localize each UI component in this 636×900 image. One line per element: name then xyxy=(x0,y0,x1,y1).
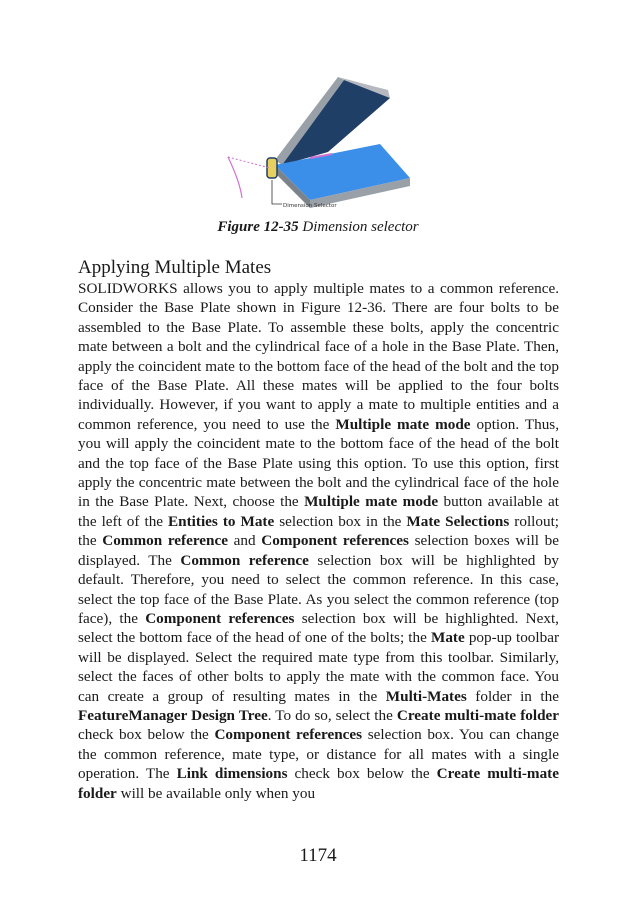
body-text: rollout; the xyxy=(78,512,560,550)
body-bold: Component references xyxy=(214,726,363,744)
body-bold: Multiple mate mode xyxy=(335,415,471,433)
caption-number: Figure 12-35 xyxy=(217,219,299,235)
body-text: selection box in the xyxy=(274,512,407,530)
body-bold: Create multi-mate folder xyxy=(78,765,559,802)
body-text: . To do so, select the xyxy=(267,706,397,724)
body-bold: Component references xyxy=(261,532,409,550)
body-bold: Link dimensions xyxy=(176,765,288,783)
body-bold: Mate xyxy=(430,629,465,647)
page-number: 1174 xyxy=(299,845,337,866)
dimension-selector-illustration xyxy=(220,62,420,217)
caption-title: Dimension selector xyxy=(302,219,419,235)
selector-dashed-line xyxy=(228,157,270,168)
body-bold: FeatureManager Design Tree xyxy=(78,706,268,724)
body-bold: Multiple mate mode xyxy=(304,493,439,511)
body-text: button available at the left of the xyxy=(78,493,559,530)
body-text: and xyxy=(227,532,262,550)
body-text: folder in the xyxy=(466,687,559,705)
body-bold: Entities to Mate xyxy=(168,512,275,530)
body-bold: Component references xyxy=(145,609,295,627)
body-text: will be available only when you xyxy=(116,784,316,802)
body-text: SOLIDWORKS allows you to apply multiple mates to a common reference. Consider the Base Plate shown in Figure 12-36. There are four bolts to be assembled to the Base Plate. To assemble these bolts, apply the concentric mate between a bolt and the cylindrical face of a hole in the Base Plate. Then, apply the coincident mate to the bottom face of the head of the bolt and the top face of the Base Plate. All these mates will be applied to the four bolts individually. However, if you want to apply a mate to multiple entities and a common reference, you need to use the xyxy=(78,280,559,433)
body-bold: Common reference xyxy=(180,551,309,569)
selector-arc xyxy=(228,157,242,198)
body-text: selection box will be highlighted by default. Therefore, you need to select the common reference. In this case, select the top face of the Base Plate. As you select the common reference (top face), the xyxy=(78,551,560,627)
label-leader-line xyxy=(272,180,282,204)
body-text: check box below the xyxy=(78,726,215,744)
body-bold: Multi-Mates xyxy=(385,687,467,705)
body-text: option. Thus, you will apply the coincident mate to the bottom face of the head of the bolt and the top face of the Base Plate using this option. To use this option, first apply the concentric mate between the bolt and the cylindrical face of the hole in the Base Plate. Next, choose the xyxy=(78,415,559,511)
section-heading: Applying Multiple Mates xyxy=(78,257,272,278)
body-bold: Mate Selections xyxy=(406,512,510,530)
body-bold: Create multi-mate folder xyxy=(396,706,560,724)
body-text: selection boxes will be displayed. The xyxy=(78,532,560,569)
body-bold: Common reference xyxy=(102,532,228,550)
body-text: check box below the xyxy=(287,765,437,783)
body-text: selection box will be highlighted. Next, select the bottom face of the head of one of the bolts; the xyxy=(78,609,559,647)
dimension-selector-label: Dimension Selector xyxy=(283,203,337,209)
figure-dimension-selector xyxy=(220,62,420,217)
body-text: selection box. You can change the common reference, mate type, or distance for all mates with a single operation. The xyxy=(78,726,559,783)
body-paragraph xyxy=(78,279,559,803)
figure-caption xyxy=(0,219,636,236)
body-text: pop-up toolbar will be displayed. Select the required mate type from this toolbar. Similarly, select the faces of other bolts to apply the mate with the common face. You can create a group of resulting mates in the xyxy=(78,629,560,705)
